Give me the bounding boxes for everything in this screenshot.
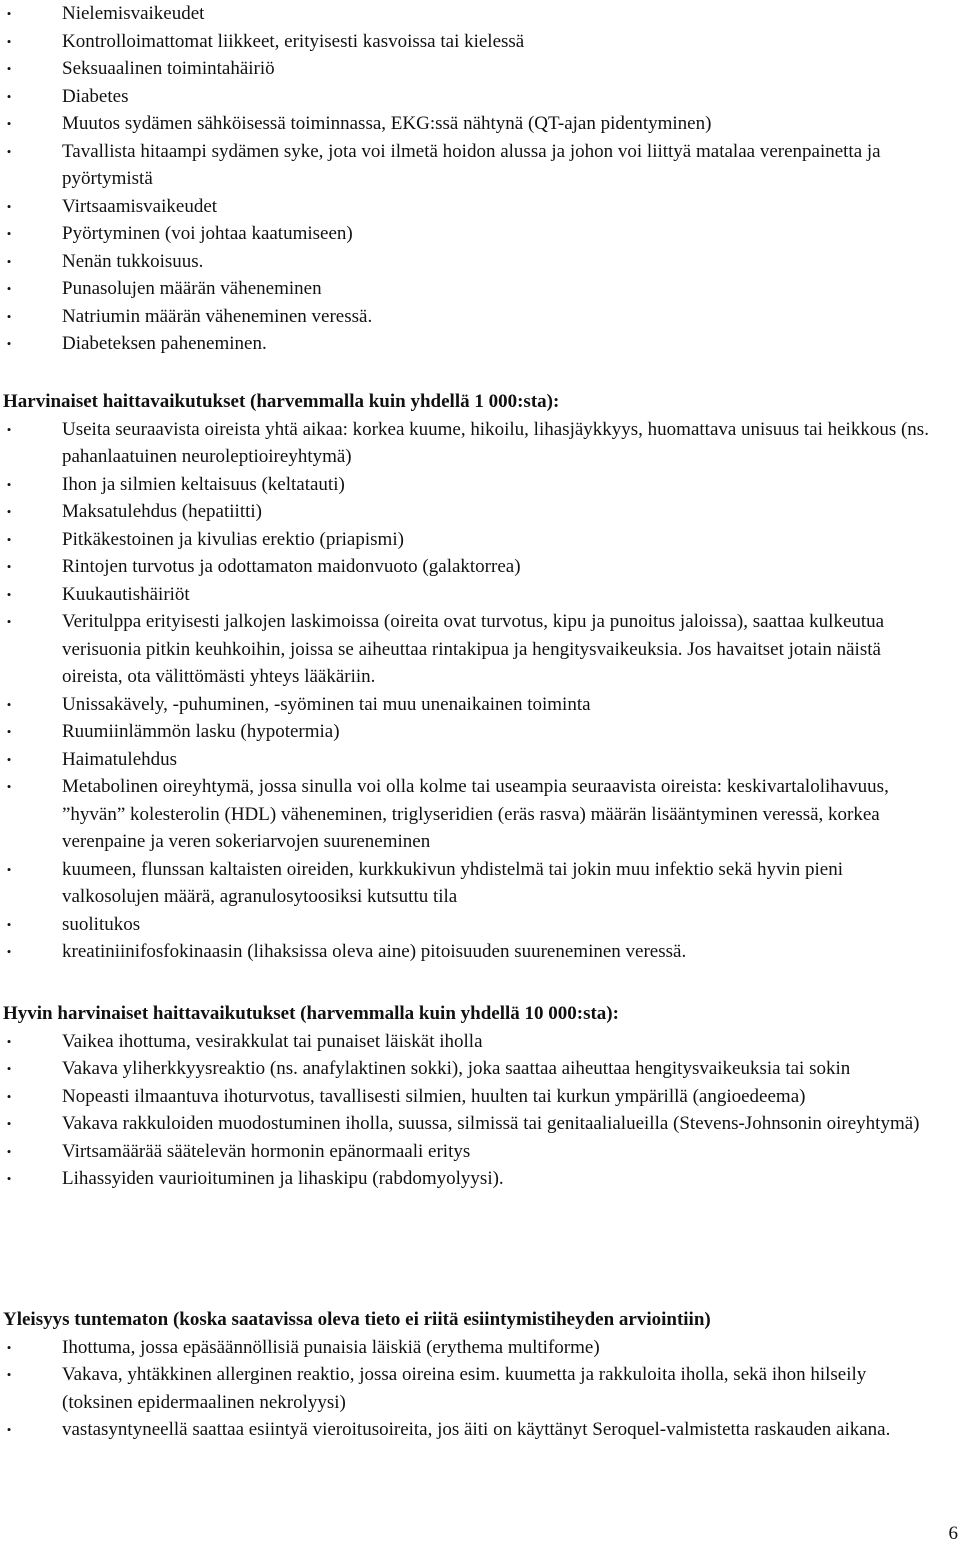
list-item: [0, 746, 940, 774]
list-item: [0, 220, 940, 248]
list-item-text: Useita seuraavista oireista yhtä aikaa: korkea kuume, hikoilu, lihasjäykkyys, huomattava unisuus tai heikkous (ns. pahanlaatuinen neuroleptioireyhtymä): [62, 418, 929, 467]
list-item-text: Vakava yliherkkyysreaktio (ns. anafylaktinen sokki), joka saattaa aiheuttaa hengitysvaikeuksia tai sokin: [62, 1058, 851, 1079]
bullet-icon: •: [6, 916, 12, 932]
list-item-text: Muutos sydämen sähköisessä toiminnassa, EKG:ssä nähtynä (QT-ajan pidentyminen): [62, 113, 712, 134]
list-item: [0, 498, 940, 526]
very-rare-effects-section: [0, 1000, 940, 1193]
bullet-icon: •: [6, 61, 12, 76]
list-item: [0, 0, 940, 28]
bullet-icon: •: [6, 724, 12, 739]
list-item-text: Ruumiinlämmön lasku (hypotermia): [62, 721, 340, 742]
list-item: [0, 773, 940, 856]
bullet-icon: •: [6, 116, 12, 131]
bullet-icon: •: [6, 559, 12, 574]
common-effects-list: [0, 0, 940, 358]
list-item-text: Unissakävely, -puhuminen, -syöminen tai muu unenaikainen toiminta: [62, 693, 591, 715]
list-item-text: Veritulppa erityisesti jalkojen laskimoissa (oireita ovat turvotus, kipu ja punoitus jaloissa), saattaa kulkeutua verisuonia pitkin keuhkoihin, joissa se aiheuttaa rintakipua ja hengitysvaikeuksia. Jos havaitset jotain näistä oireista, ota välittömästi yhteys lääkäriin.: [62, 611, 885, 687]
bullet-icon: •: [6, 1061, 12, 1076]
list-item-text: Diabeteksen paheneminen.: [62, 333, 267, 354]
rare-effects-section: [0, 388, 940, 966]
list-item-text: Haimatulehdus: [62, 748, 178, 770]
list-item: [0, 1334, 940, 1362]
list-item: [0, 856, 940, 911]
very-rare-effects-list: [0, 1028, 940, 1193]
rare-effects-heading: Harvinaiset haittavaikutukset (harvemmalla kuin yhdellä 1 000:sta):: [3, 391, 560, 412]
bullet-icon: •: [6, 1339, 12, 1355]
bullet-icon: •: [6, 944, 12, 959]
bullet-icon: •: [6, 1116, 12, 1131]
bullet-icon: •: [6, 1171, 12, 1186]
bullet-icon: •: [6, 281, 12, 296]
bullet-icon: •: [6, 779, 12, 794]
list-item: [0, 28, 940, 56]
bullet-icon: •: [6, 614, 12, 629]
list-item: [0, 691, 940, 719]
list-item-text: vastasyntyneellä saattaa esiintyä vieroitusoireita, jos äiti on käyttänyt Seroquel-valmistetta raskauden aikana.: [62, 1419, 891, 1440]
bullet-icon: •: [6, 504, 12, 519]
unknown-frequency-section: [0, 1306, 940, 1444]
list-item: [0, 138, 940, 193]
list-item: [0, 55, 940, 83]
very-rare-effects-heading: Hyvin harvinaiset haittavaikutukset (harvemmalla kuin yhdellä 10 000:sta):: [3, 1003, 619, 1024]
list-item: [0, 1416, 940, 1444]
bullet-icon: •: [6, 476, 12, 492]
list-item-text: Diabetes: [62, 85, 129, 107]
list-item-text: Vaikea ihottuma, vesirakkulat tai punaiset läiskät iholla: [62, 1030, 483, 1052]
list-item: [0, 553, 940, 581]
list-item: [0, 1055, 940, 1083]
list-item-text: Rintojen turvotus ja odottamaton maidonvuoto (galaktorrea): [62, 556, 521, 577]
bullet-icon: •: [6, 421, 12, 437]
bullet-icon: •: [6, 6, 12, 21]
list-item: [0, 303, 940, 331]
bullet-icon: •: [6, 33, 12, 49]
list-item: [0, 275, 940, 303]
list-item-text: Tavallista hitaampi sydämen syke, jota voi ilmetä hoidon alussa ja johon voi liittyä matalaa verenpainetta ja pyörtymistä: [62, 140, 881, 189]
bullet-icon: •: [6, 1367, 12, 1382]
bullet-icon: •: [6, 308, 12, 324]
list-item-text: Punasolujen määrän väheneminen: [62, 278, 322, 299]
rare-effects-list: [0, 416, 940, 966]
list-item: [0, 526, 940, 554]
bullet-icon: •: [6, 1422, 12, 1437]
bullet-icon: •: [6, 1088, 12, 1104]
list-item-text: Kontrolloimattomat liikkeet, erityisesti kasvoissa tai kielessä: [62, 30, 525, 52]
list-item: [0, 608, 940, 691]
list-item-text: Pyörtyminen (voi johtaa kaatumiseen): [62, 223, 353, 244]
list-item-text: kuumeen, flunssan kaltaisten oireiden, kurkkukivun yhdistelmä tai jokin muu infektio sekä hyvin pieni valkosolujen määrä, agranulosytoosiksi kutsuttu tila: [62, 858, 843, 907]
bullet-icon: •: [6, 586, 12, 602]
list-item-text: Kuukautishäiriöt: [62, 583, 190, 605]
list-item: [0, 471, 940, 499]
list-item: [0, 911, 940, 939]
bullet-icon: •: [6, 336, 12, 351]
bullet-icon: •: [6, 751, 12, 767]
unknown-frequency-list: [0, 1334, 940, 1444]
list-item: [0, 1083, 940, 1111]
list-item-text: suolitukos: [62, 913, 141, 935]
list-item-text: kreatiniinifosfokinaasin (lihaksissa oleva aine) pitoisuuden suureneminen veressä.: [62, 941, 687, 962]
list-item-text: Pitkäkestoinen ja kivulias erektio (priapismi): [62, 528, 404, 550]
list-item: [0, 938, 940, 966]
list-item-text: Metabolinen oireyhtymä, jossa sinulla voi olla kolme tai useampia seuraavista oireista: keskivartalolihavuus, ”hyvän” kolesterolin (HDL) väheneminen, triglyseridien (eräs rasva) määrän lisääntyminen veressä, korkea verenpaine ja veren sokeriarvojen suureneminen: [62, 776, 889, 852]
list-item-text: Vakava, yhtäkkinen allerginen reaktio, jossa oireina esim. kuumetta ja rakkuloita iholla, sekä ihon hilseily (toksinen epidermaalinen nekrolyysi): [62, 1364, 867, 1413]
common-effects-section: [0, 0, 940, 358]
list-item: [0, 581, 940, 609]
list-item-text: Nenän tukkoisuus.: [62, 250, 204, 272]
list-item: [0, 1138, 940, 1166]
list-item-text: Lihassyiden vaurioituminen ja lihaskipu (rabdomyolyysi).: [62, 1168, 504, 1189]
list-item-text: Nopeasti ilmaantuva ihoturvotus, tavallisesti silmien, huulten tai kurkun ympärillä (angioedeema): [62, 1085, 806, 1107]
bullet-icon: •: [6, 88, 12, 104]
list-item: [0, 330, 940, 358]
page-number: 6: [948, 1523, 958, 1544]
bullet-icon: •: [6, 861, 12, 877]
bullet-icon: •: [6, 253, 12, 269]
bullet-icon: •: [6, 143, 12, 159]
list-item: [0, 1028, 940, 1056]
list-item-text: Ihottuma, jossa epäsäännöllisiä punaisia läiskiä (erythema multiforme): [62, 1336, 600, 1358]
list-item: [0, 193, 940, 221]
list-item-text: Ihon ja silmien keltaisuus (keltatauti): [62, 473, 345, 495]
bullet-icon: •: [6, 198, 12, 214]
bullet-icon: •: [6, 226, 12, 241]
list-item-text: Maksatulehdus (hepatiitti): [62, 501, 262, 522]
list-item: [0, 248, 940, 276]
list-item-text: Virtsaamisvaikeudet: [62, 195, 218, 217]
bullet-icon: •: [6, 1033, 12, 1049]
list-item-text: Nielemisvaikeudet: [62, 3, 205, 24]
list-item: [0, 110, 940, 138]
list-item: [0, 83, 940, 111]
list-item-text: Natriumin määrän väheneminen veressä.: [62, 305, 373, 327]
list-item-text: Virtsamäärää säätelevän hormonin epänormaali eritys: [62, 1140, 471, 1162]
list-item: [0, 1165, 940, 1193]
list-item: [0, 1110, 940, 1138]
list-item-text: Seksuaalinen toimintahäiriö: [62, 58, 275, 79]
bullet-icon: •: [6, 1143, 12, 1159]
bullet-icon: •: [6, 531, 12, 547]
unknown-frequency-heading: Yleisyys tuntematon (koska saatavissa oleva tieto ei riitä esiintymistiheyden arviointiin): [3, 1309, 711, 1330]
bullet-icon: •: [6, 696, 12, 712]
list-item: [0, 416, 940, 471]
list-item-text: Vakava rakkuloiden muodostuminen iholla, suussa, silmissä tai genitaalialueilla (Stevens-Johnsonin oireyhtymä): [62, 1113, 920, 1134]
list-item: [0, 1361, 940, 1416]
list-item: [0, 718, 940, 746]
